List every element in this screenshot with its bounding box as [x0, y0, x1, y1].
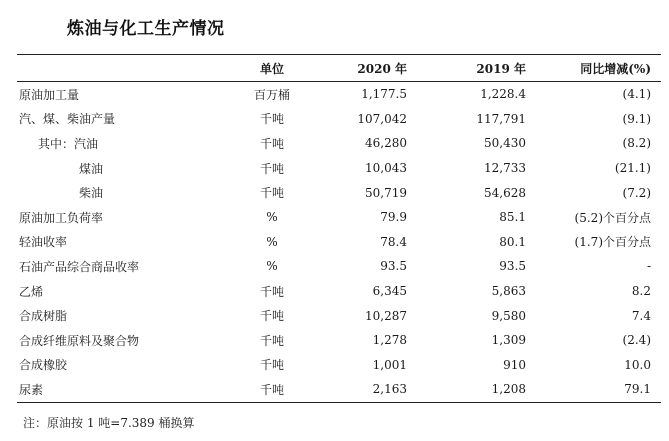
row-value-2019: 1,228.4 [480, 87, 526, 102]
table-row [17, 377, 661, 402]
row-change: 10.0 [624, 357, 651, 372]
row-value-2020: 1,278 [372, 333, 407, 348]
row-value-2020: 10,043 [365, 161, 407, 176]
row-name: 汽、煤、柴油产量 [19, 112, 116, 127]
row-change: (4.1) [622, 87, 651, 102]
table-header-row [17, 55, 661, 81]
row-value-2019: 54,628 [484, 185, 526, 200]
table-row [17, 107, 661, 132]
row-value-2019: 117,791 [476, 111, 526, 126]
row-unit: % [266, 259, 278, 274]
row-change: (1.7)个百分点 [574, 235, 651, 250]
row-name: 柴油 [79, 186, 104, 201]
row-value-2020: 10,287 [365, 308, 407, 323]
row-change: (8.2) [622, 136, 651, 151]
row-value-2020: 79.9 [380, 210, 407, 225]
row-value-2020: 2,163 [372, 382, 407, 397]
row-name: 煤油 [79, 161, 104, 176]
table-row [17, 328, 661, 353]
row-name: 原油加工负荷率 [19, 210, 104, 225]
row-value-2019: 1,309 [491, 333, 526, 348]
table-row [17, 180, 661, 205]
row-unit: 千吨 [259, 112, 284, 127]
row-change: (7.2) [622, 185, 651, 200]
row-change: (5.2)个百分点 [574, 210, 651, 225]
table-row [17, 230, 661, 255]
table-row [17, 156, 661, 181]
row-name: 原油加工量 [19, 87, 80, 102]
row-unit: 千吨 [259, 186, 284, 201]
row-value-2019: 910 [503, 357, 526, 372]
table-row [17, 82, 661, 107]
production-table [17, 54, 661, 403]
row-name: 轻油收率 [19, 235, 68, 250]
row-value-2020: 1,001 [372, 357, 407, 372]
row-change: (2.4) [622, 333, 651, 348]
row-name: 乙烯 [19, 284, 44, 299]
row-value-2019: 9,580 [491, 308, 526, 323]
row-value-2019: 5,863 [491, 284, 526, 299]
row-value-2019: 50,430 [484, 136, 526, 151]
row-value-2020: 1,177.5 [361, 87, 407, 102]
row-value-2020: 78.4 [380, 234, 407, 249]
row-name: 合成纤维原料及聚合物 [19, 333, 140, 348]
row-unit: % [266, 210, 278, 225]
header-change: 同比增减(%) [580, 61, 651, 76]
table-bottom-rule [17, 402, 661, 403]
row-change: - [646, 259, 651, 274]
row-unit: 千吨 [259, 382, 284, 397]
row-name: 其中：汽油 [38, 136, 99, 151]
row-unit: 百万桶 [253, 87, 290, 102]
row-value-2020: 6,345 [372, 284, 407, 299]
row-change: 8.2 [631, 284, 651, 299]
row-unit: 千吨 [259, 136, 284, 151]
row-value-2019: 85.1 [499, 210, 526, 225]
table-row [17, 205, 661, 230]
page-title: 炼油与化工生产情况 [67, 19, 225, 39]
row-name: 石油产品综合商品收率 [19, 259, 140, 274]
row-name: 合成树脂 [19, 309, 68, 324]
row-value-2019: 80.1 [499, 234, 526, 249]
row-change: (21.1) [614, 161, 651, 176]
footnote: 注：原油按 1 吨=7.389 桶换算 [23, 416, 195, 430]
table-row [17, 279, 661, 304]
row-unit: % [266, 234, 278, 249]
row-value-2019: 12,733 [484, 161, 526, 176]
row-unit: 千吨 [259, 358, 284, 373]
row-change: 7.4 [631, 308, 651, 323]
row-unit: 千吨 [259, 309, 284, 324]
row-unit: 千吨 [259, 333, 284, 348]
header-item [17, 55, 210, 81]
row-change: 79.1 [624, 382, 651, 397]
header-2019: 2019 年 [476, 61, 526, 76]
row-name: 合成橡胶 [19, 358, 68, 373]
header-unit: 单位 [259, 61, 284, 76]
row-value-2019: 93.5 [499, 259, 526, 274]
row-value-2020: 46,280 [365, 136, 407, 151]
row-value-2019: 1,208 [491, 382, 526, 397]
row-name: 尿素 [19, 382, 44, 397]
table-body [17, 82, 661, 402]
header-2020: 2020 年 [357, 61, 407, 76]
row-change: (9.1) [622, 111, 651, 126]
table-row [17, 303, 661, 328]
row-value-2020: 50,719 [365, 185, 407, 200]
row-value-2020: 107,042 [357, 111, 407, 126]
table-row [17, 131, 661, 156]
table-row [17, 353, 661, 378]
row-value-2020: 93.5 [380, 259, 407, 274]
row-unit: 千吨 [259, 161, 284, 176]
table-row [17, 254, 661, 279]
row-unit: 千吨 [259, 284, 284, 299]
